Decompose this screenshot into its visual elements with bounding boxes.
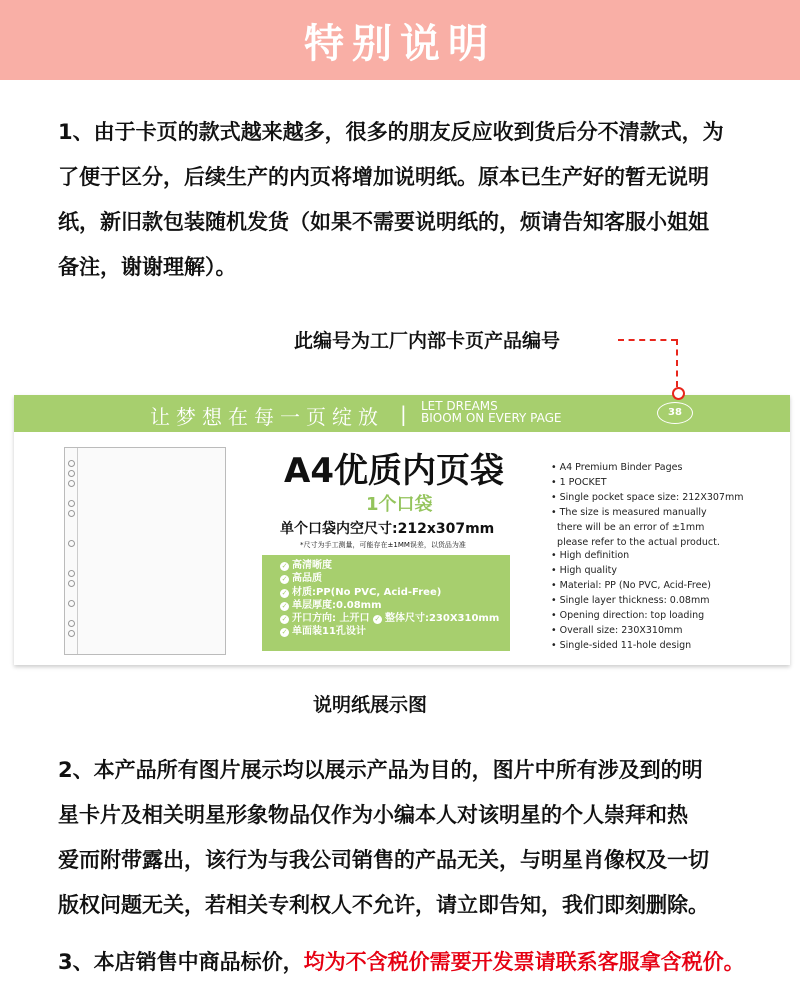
check-icon: ✓ (281, 615, 288, 624)
punch-hole (68, 570, 75, 577)
sheet-banner: 让梦想在每一页绽放 | LET DREAMS BIOOM ON EVERY PAGE 38 (14, 395, 790, 432)
page-title: 特别说明 (304, 20, 496, 67)
banner-english: LET DREAMS BIOOM ON EVERY PAGE (421, 399, 562, 425)
punch-hole (68, 510, 75, 517)
note-3 (58, 940, 758, 985)
punch-hole (68, 540, 75, 547)
punch-hole (68, 460, 75, 467)
header-banner (0, 0, 800, 80)
punch-hole (68, 600, 75, 607)
text-line: 星卡片及相关明星形象物品仅作为小编本人对该明星的个人崇拜和热 (58, 803, 688, 827)
check-icon: ✓ (281, 601, 288, 610)
note-1 (58, 110, 758, 290)
number-label: 此编号为工厂内部卡页产品编号 (294, 330, 561, 352)
check-icon: ✓ (281, 562, 288, 570)
image-caption: 说明纸展示图 (313, 694, 428, 716)
punch-hole (68, 630, 75, 637)
note-2 (58, 748, 758, 928)
sheet-title: A4优质内页袋 (284, 451, 504, 491)
sheet-note: *尺寸为手工测量，可能存在±1MM误差，以货品为准 (300, 541, 466, 549)
text-line: 1、由于卡页的款式越来越多，很多的朋友反应收到货后分不清款式，为 (58, 120, 724, 144)
check-icon: ✓ (281, 628, 288, 637)
banner-slogan: 让梦想在每一页绽放 (150, 405, 384, 429)
binder-page-illustration (64, 447, 226, 655)
pointer-dot (672, 387, 685, 400)
text-line: 备注，谢谢理解）。 (58, 255, 237, 279)
check-icon: ✓ (374, 615, 381, 624)
feature-box: ✓ 高清晰度 ✓ 高品质 ✓ 材质:PP(No PVC, Acid-Free) ✓ 单层厚度:0.08mm ✓ 开口方向: 上开口 ✓ 整体尺寸:230X310mm ✓ 单面装11孔设计 (262, 555, 510, 651)
punch-hole (68, 480, 75, 487)
pointer-line (618, 339, 677, 341)
product-number-badge: 38 (657, 402, 693, 424)
instruction-sheet-image (14, 395, 790, 665)
pointer-line (676, 339, 678, 387)
punch-hole (68, 500, 75, 507)
punch-hole (68, 620, 75, 627)
english-spec-bottom: • High definition • High quality • Material: PP (No PVC, Acid-Free) • Single layer thickness: 0.08mm • Opening direction: top loading • Overall size: 230X310mm • Single-sided 11-hole design (551, 550, 711, 651)
sheet-subtitle: 1个口袋 (366, 494, 433, 515)
english-spec-top: • A4 Premium Binder Pages • 1 POCKET • Single pocket space size: 212X307mm • The size is measured manually there will be an error of ±1mm please refer to the actual product. (551, 462, 744, 548)
text-line: 爱而附带露出，该行为与我公司销售的产品无关，与明星肖像权及一切 (58, 848, 709, 872)
text-line: 2、本产品所有图片展示均以展示产品为目的，图片中所有涉及到的明 (58, 758, 703, 782)
text-line: 了便于区分，后续生产的内页将增加说明纸。原本已生产好的暂无说明 (58, 165, 709, 189)
sheet-size: 单个口袋内空尺寸:212x307mm (280, 521, 495, 537)
text-normal: 3、本店销售中商品标价， (58, 950, 304, 974)
punch-hole (68, 580, 75, 587)
check-icon: ✓ (281, 588, 288, 597)
punch-hole (68, 470, 75, 477)
text-highlight: 均为不含税价需要开发票请联系客服拿含税价。 (303, 950, 745, 974)
text-line: 纸，新旧款包装随机发货（如果不需要说明纸的，烦请告知客服小姐姐 (58, 210, 709, 234)
check-icon: ✓ (281, 575, 288, 584)
text-line: 版权问题无关，若相关专利权人不允许，请立即告知，我们即刻删除。 (58, 893, 709, 917)
